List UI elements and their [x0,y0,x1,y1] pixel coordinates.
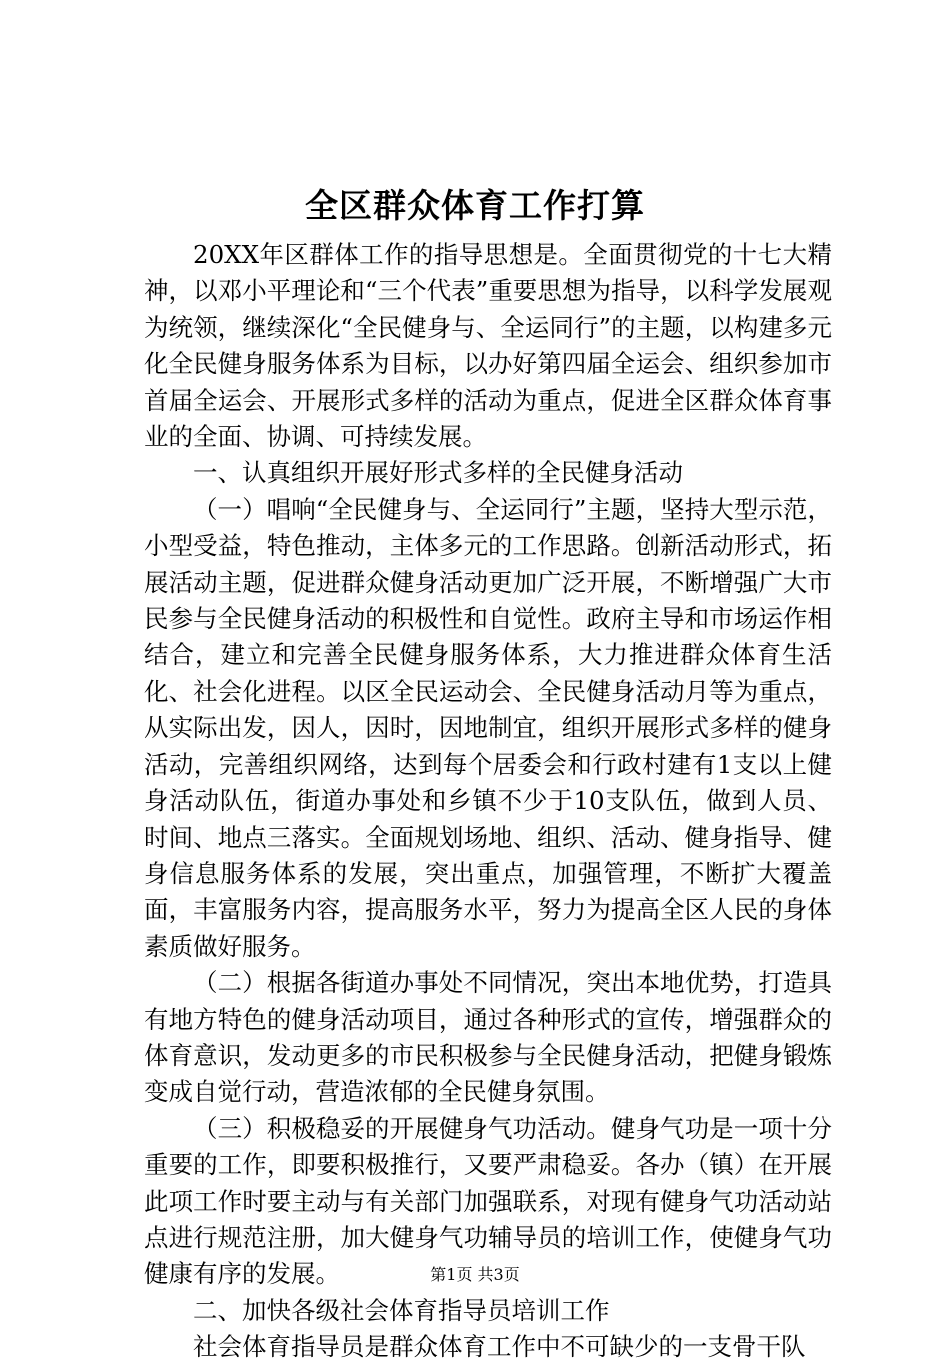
paragraph-item-2: （二）根据各街道办事处不同情况，突出本地优势，打造具有地方特色的健身活动项目，通过各种形式的宣传，增强群众的体育意识，发动更多的市民积极参与全民健身活动，把健身锻炼变成自觉行动，营造浓郁的全民健身氛围。 [144,968,832,1107]
document-title: 全区群众体育工作打算 [305,186,645,225]
page-footer: 第1页 共3页 [430,1265,520,1284]
document-body [144,237,832,1366]
paragraph-guiding-thought: 20XX年区群体工作的指导思想是。全面贯彻党的十七大精神，以邓小平理论和“三个代表”重要思想为指导，以科学发展观为统领，继续深化“全民健身与、全运同行”的主题，以构建多元化全民健身服务体系为目标，以办好第四届全运会、组织参加市首届全运会、开展形式多样的活动为重点，促进全区群众体育事业的全面、协调、可持续发展。 [144,240,832,452]
paragraph-item-3: （三）积极稳妥的开展健身气功活动。健身气功是一项十分重要的工作，即要积极推行，又要严肃稳妥。各办（镇）在开展此项工作时要主动与有关部门加强联系，对现有健身气功活动站点进行规范注册，加大健身气功辅导员的培训工作，使健身气功健康有序的发展。 [144,1113,832,1289]
paragraph-item-1: （一）唱响“全民健身与、全运同行”主题，坚持大型示范，小型受益，特色推动，主体多元的工作思路。创新活动形式，拓展活动主题，促进群众健身活动更加广泛开展，不断增强广大市民参与全民健身活动的积极性和自觉性。政府主导和市场运作相结合，建立和完善全民健身服务体系，大力推进群众体育生活化、社会化进程。以区全民运动会、全民健身活动月等为重点，从实际出发，因人，因时，因地制宜，组织开展形式多样的健身活动，完善组织网络，达到每个居委会和行政村建有1支以上健身活动队伍，街道办事处和乡镇不少于10支队伍，做到人员、时间、地点三落实。全面规划场地、组织、活动、健身指导、健身信息服务体系的发展，突出重点，加强管理，不断扩大覆盖面，丰富服务内容，提高服务水平，努力为提高全区人民的身体素质做好服务。 [144,494,832,961]
paragraph-instructors: 社会体育指导员是群众体育工作中不可缺少的一支骨干队 [193,1332,806,1362]
section-heading-1: 一、认真组织开展好形式多样的全民健身活动 [193,458,683,488]
section-heading-2: 二、加快各级社会体育指导员培训工作 [193,1295,610,1325]
